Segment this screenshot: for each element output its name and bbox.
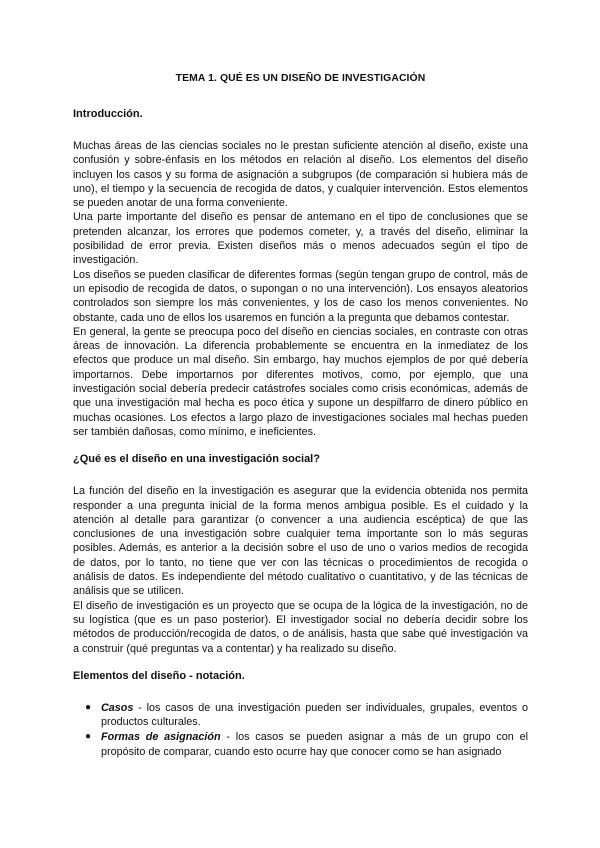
bullet-icon: ● xyxy=(85,701,92,713)
intro-paragraph-2: Una parte importante del diseño es pensar de antemano en el tipo de conclusiones que se pretenden alcanzar, los errores que podemos cometer, y, a través del diseño, eliminar la posibilidad de error previa. Existen diseños más o menos adecuados según el tipo de investigación. xyxy=(73,211,528,267)
list-item-text: - los casos se pueden asignar a más de un grupo con el propósito de comparar, cuando esto ocurre hay que conocer como se han asignado xyxy=(101,731,528,758)
que-es-paragraph-2: El diseño de investigación es un proyecto que se ocupa de la lógica de la investigación, no de su logística (que es un paso posterior). El investigador social no debería decidir sobre los métodos de producción/recogida de datos, o de análisis, hasta que sabe qué investigación va a construir (qué preguntas va a contentar) y ha realizado su diseño. xyxy=(73,599,528,655)
list-item xyxy=(73,701,528,730)
section-heading-elementos: Elementos del diseño - notación. xyxy=(73,669,245,682)
intro-paragraph-1: Muchas áreas de las ciencias sociales no le prestan suficiente atención al diseño, existe una confusión y sobre-énfasis en los métodos en relación al diseño. Los elementos del diseño incluyen los casos y su forma de asignación a subgrupos (de comparación si hubiera más de uno), el tiempo y la secuencia de recogida de datos, y cualquier intervención. Estos elementos se pueden anotar de una forma conveniente. xyxy=(73,140,528,210)
intro-paragraph-3: Los diseños se pueden clasificar de diferentes formas (según tengan grupo de control, más de un episodio de recogida de datos, o supongan o no una intervención). Los ensayos aleatorios controlados son siempre los más convenientes, y los de caso los menos convenientes. No obstante, cada uno de ellos los usaremos en función a la pregunta que debamos contestar. xyxy=(73,268,528,324)
list-item-term: Casos xyxy=(101,701,134,714)
que-es-paragraph-1: La función del diseño en la investigación es asegurar que la evidencia obtenida nos permita responder a una pregunta inicial de la forma menos ambigua posible. Es el cuidado y la atención al detalle para garantizar (o convencer a una audiencia escéptica) de que las conclusiones de una investigación sobre cualquier tema importante son lo más seguras posibles. Además, es anterior a la decisión sobre el uso de uno o varios medios de recogida de datos, por lo tanto, no tiene que ver con las técnicas o procedimientos de recogida o análisis de datos. Es independiente del método cualitativo o cuantitativo, y de las técnicas de análisis que se utilicen. xyxy=(73,485,528,598)
elements-list xyxy=(73,701,528,759)
document-title: TEMA 1. QUÉ ES UN DISEÑO DE INVESTIGACIÓN xyxy=(175,73,426,84)
intro-paragraph-4: En general, la gente se preocupa poco del diseño en ciencias sociales, en contraste con otras áreas de innovación. La diferencia probablemente se encuentra en la inmediatez de los efectos que produce un mal diseño. Sin embargo, hay muchos ejemplos de por qué debería importarnos. Debe importarnos por diferentes motivos, como, por ejemplo, que una investigación social debería predecir catástrofes sociales como crisis económicas, además de que una investigación mal hecha es poco ética y supone un despilfarro de dinero público en muchas ocasiones. Los efectos a largo plazo de investigaciones sociales mal hechas pueden ser también dañosas, como mínimo, e ineficientes. xyxy=(73,325,528,438)
list-item-text: - los casos de una investigación pueden ser individuales, grupales, eventos o productos culturales. xyxy=(101,701,528,729)
document-page xyxy=(73,66,528,760)
list-item xyxy=(73,730,528,759)
list-item-term: Formas de asignación xyxy=(101,731,221,744)
section-heading-intro: Introducción. xyxy=(73,108,143,120)
bullet-icon: ● xyxy=(85,731,92,743)
section-heading-que-es: ¿Qué es el diseño en una investigación social? xyxy=(73,453,320,466)
